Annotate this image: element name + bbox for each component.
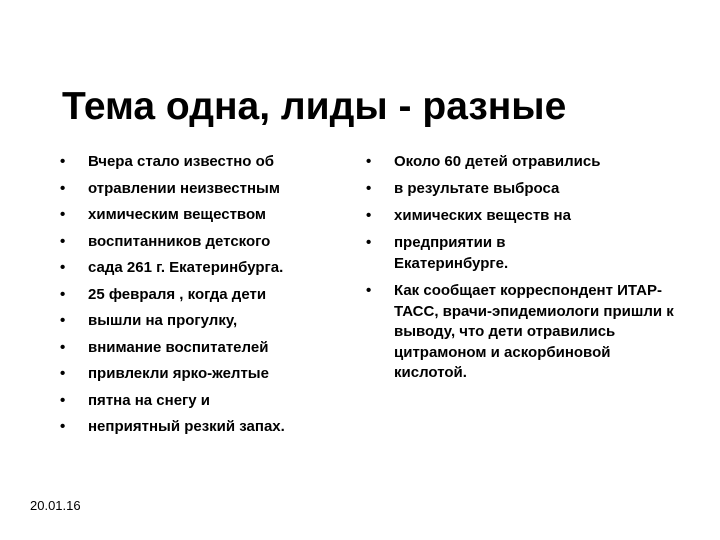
- list-item: [60, 179, 360, 199]
- bullet-icon: •: [60, 179, 66, 197]
- list-item-text: химических веществ на: [394, 207, 571, 224]
- slide-title: Тема одна, лиды - разные: [62, 85, 567, 128]
- list-item: [60, 152, 360, 172]
- list-item-text: в результате выброса: [394, 180, 560, 197]
- list-item: [60, 417, 360, 437]
- bullet-icon: •: [366, 234, 372, 251]
- left-bullet-list: [60, 152, 360, 444]
- bullet-icon: •: [60, 153, 66, 170]
- bullet-icon: •: [60, 206, 66, 223]
- list-item: [60, 338, 360, 358]
- list-item: [60, 364, 360, 384]
- list-item-text: 25 февраля , когда дети: [88, 285, 267, 303]
- list-item: [60, 311, 360, 331]
- bullet-icon: •: [60, 232, 66, 250]
- list-item: [60, 258, 360, 278]
- list-item-text: неприятный резкий запах.: [88, 418, 285, 435]
- list-item: [366, 206, 666, 226]
- bullet-icon: •: [60, 365, 66, 382]
- list-item-text: внимание воспитателей: [88, 338, 269, 356]
- list-item: [60, 205, 360, 225]
- list-item-text: предприятии в Екатеринбурге.: [394, 234, 509, 272]
- list-item: [366, 179, 666, 199]
- list-item: [60, 232, 360, 252]
- list-item: [366, 233, 584, 274]
- list-item-text: вышли на прогулку,: [88, 312, 238, 329]
- list-item-text: Как сообщает корреспондент ИТАР-ТАСС, врачи-эпидемиологи пришли к выводу, что дети отравились цитрамоном и аскорбиновой кислотой.: [394, 282, 674, 381]
- list-item-text: привлекли ярко-желтые: [88, 365, 269, 382]
- bullet-icon: •: [60, 338, 66, 356]
- list-item: [60, 285, 360, 305]
- list-item: [60, 391, 360, 411]
- bullet-icon: •: [366, 282, 372, 299]
- bullet-icon: •: [60, 391, 66, 409]
- list-item-text: Около 60 детей отравились: [394, 153, 601, 170]
- slide-date: 20.01.16: [30, 498, 81, 513]
- list-item-text: воспитанников детского: [88, 232, 271, 250]
- list-item-text: сада 261 г. Екатеринбурга.: [88, 259, 284, 276]
- list-item-text: химическим веществом: [88, 206, 267, 223]
- bullet-icon: •: [60, 312, 66, 329]
- bullet-icon: •: [60, 285, 66, 303]
- list-item-text: Вчера стало известно об: [88, 153, 275, 170]
- list-item: [366, 152, 666, 172]
- bullet-icon: •: [366, 153, 372, 170]
- list-item-text: отравлении неизвестным: [88, 179, 280, 197]
- list-item: [366, 281, 686, 384]
- bullet-icon: •: [60, 418, 66, 435]
- list-item-text: пятна на снегу и: [88, 391, 211, 409]
- right-bullet-list: [366, 152, 674, 391]
- bullet-icon: •: [60, 259, 66, 276]
- bullet-icon: •: [366, 207, 372, 224]
- bullet-icon: •: [366, 180, 372, 197]
